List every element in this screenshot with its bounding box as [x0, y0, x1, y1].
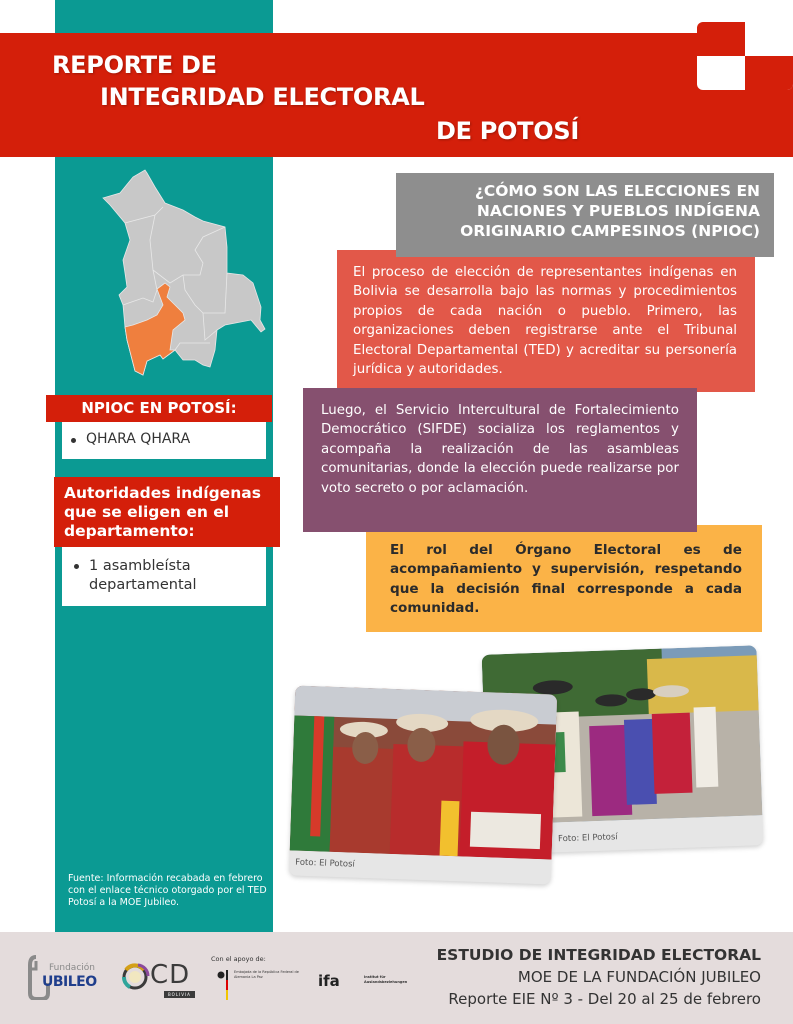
title-line-2: INTEGRIDAD ELECTORAL	[100, 83, 425, 111]
embassy-text: Embajada de la República Federal de Alemania La Paz	[234, 970, 299, 979]
checker-square	[745, 56, 793, 90]
paragraph-box-2	[303, 388, 697, 532]
npioc-list	[62, 422, 266, 459]
german-embassy-logo	[216, 970, 306, 1002]
ifa-logo-text: ifa	[318, 972, 340, 990]
jubileo-logo-top: Fundación	[49, 963, 95, 973]
question-heading	[396, 173, 774, 257]
footer-title: ESTUDIO DE INTEGRIDAD ELECTORAL	[436, 946, 761, 964]
support-label: Con el apoyo de:	[211, 955, 266, 963]
authorities-list	[62, 547, 266, 606]
list-item	[71, 431, 266, 447]
ocd-ring-icon	[120, 962, 150, 992]
paragraph-1: El proceso de elección de representantes indígenas en Bolivia se desarrolla bajo las normas y procedimientos propios de cada nación o pueblo. Primero, las organizaciones deben registrarse ante el Tribunal Electoral Departamental (TED) y acreditar su personería jurídica y autoridades.	[353, 265, 737, 378]
list-item	[74, 557, 266, 595]
ocd-logo-sub: BOLIVIA	[164, 991, 195, 998]
photo-caption-1: Foto: El Potosí	[295, 857, 356, 870]
jubileo-logo-bottom: UBILEO	[42, 974, 97, 990]
footer-report: Reporte EIE Nº 3 - Del 20 al 25 de febrero	[448, 990, 761, 1008]
npioc-heading: NPIOC EN POTOSÍ:	[46, 395, 272, 422]
paragraph-box-1	[337, 250, 755, 392]
bolivia-country-shape	[103, 170, 265, 375]
fundacion-jubileo-logo	[28, 955, 108, 1000]
question-heading-line-2: NACIONES Y PUEBLOS INDÍGENA	[476, 202, 760, 220]
paragraph-2: Luego, el Servicio Intercultural de Fortalecimiento Democrático (SIFDE) socializa los reglamentos y acompaña la realización de las asambleas comunitarias, donde la elección puede realizarse por voto secreto o por aclamación.	[321, 403, 679, 496]
authorities-heading: Autoridades indígenas que se eligen en el departamento:	[54, 477, 280, 547]
bullet-icon	[74, 564, 79, 569]
german-eagle-flag-icon	[216, 970, 232, 1002]
title-line-1: REPORTE DE	[52, 51, 217, 79]
authorities-item: 1 asambleísta departamental	[89, 558, 197, 593]
checkered-logo-icon	[697, 22, 793, 90]
paragraph-box-3	[366, 525, 762, 632]
footer-subtitle: MOE DE LA FUNDACIÓN JUBILEO	[517, 968, 761, 986]
photo-card-1	[289, 685, 557, 884]
question-heading-line-1: ¿CÓMO SON LAS ELECCIONES EN	[474, 182, 760, 200]
question-heading-line-3: ORIGINARIO CAMPESINOS (NPIOC)	[460, 222, 760, 240]
checker-square	[697, 22, 745, 56]
title-line-3: DE POTOSÍ	[436, 117, 579, 145]
ocd-logo-text: CD	[150, 960, 191, 990]
source-note: Fuente: Información recabada en febrero con el enlace técnico otorgado por el TED Potosí a la MOE Jubileo.	[68, 873, 267, 908]
photo-caption-2: Foto: El Potosí	[557, 832, 618, 845]
ifa-logo	[318, 970, 408, 992]
photo-indigenous-authorities-ceremony	[290, 685, 558, 859]
ocd-bolivia-logo	[120, 960, 195, 1000]
npioc-item: QHARA QHARA	[86, 431, 191, 447]
bullet-icon	[71, 438, 76, 443]
ifa-text: Institut für Auslandsbeziehungen	[364, 975, 408, 984]
bolivia-map-icon	[75, 165, 290, 380]
paragraph-3: El rol del Órgano Electoral es de acompañamiento y supervisión, respetando que la decisión final corresponde a cada comunidad.	[390, 542, 742, 617]
